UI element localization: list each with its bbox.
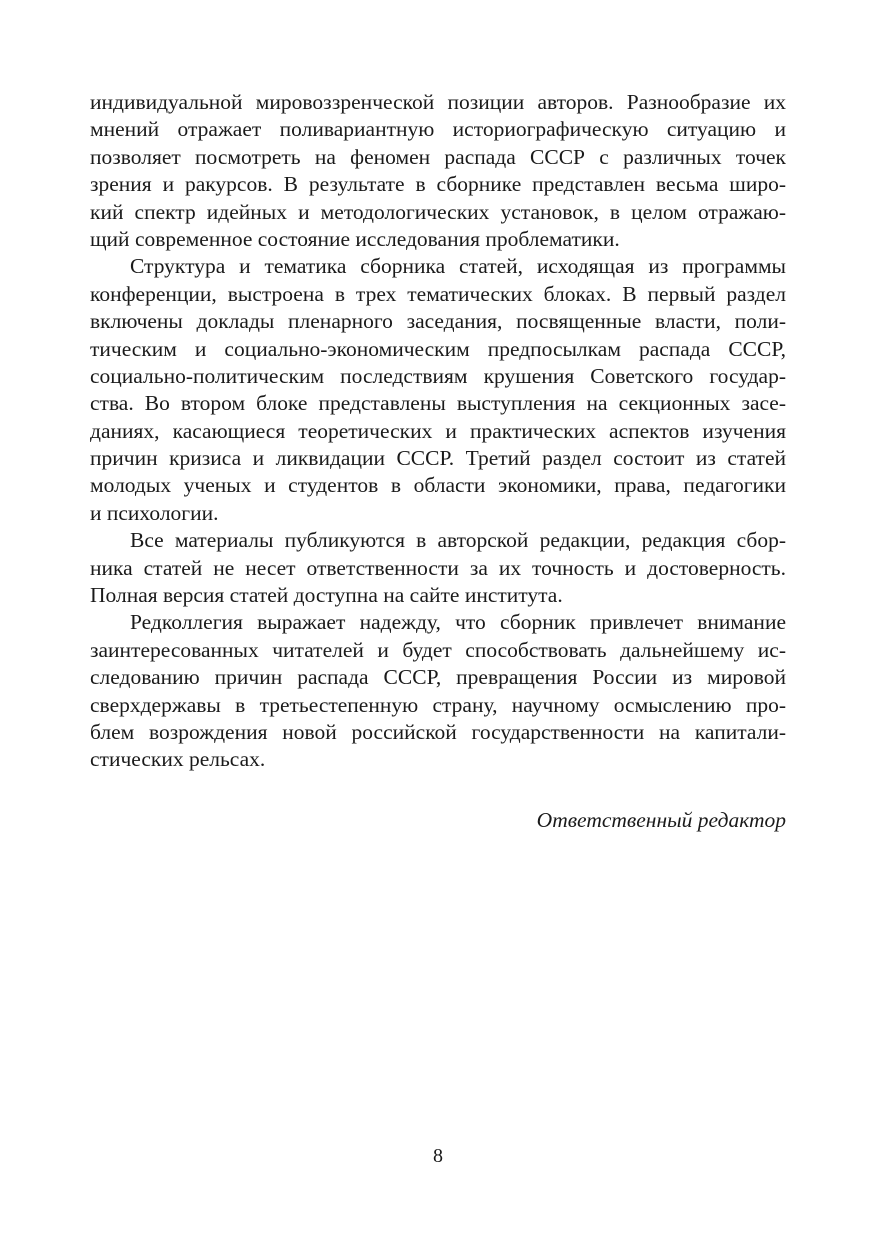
text-line: позволяет посмотреть на феномен распада СССР с различных точек (90, 144, 786, 169)
text-line: молодых ученых и студентов в области экономики, права, педагогики (90, 473, 786, 498)
text-line: социально-политическим последствиям крушения Советского государ- (90, 363, 786, 388)
text-line: ника статей не несет ответственности за их точность и достоверность. (90, 555, 786, 580)
text-line: включены доклады пленарного заседания, посвященные власти, поли- (90, 309, 786, 334)
text-line: тическим и социально-экономическим предпосылкам распада СССР, (90, 336, 786, 361)
paragraph-3 (90, 527, 786, 609)
text-line: зрения и ракурсов. В результате в сборнике представлен весьма широ- (90, 172, 786, 197)
text-line: и психологии. (90, 500, 219, 525)
paragraph-1 (90, 89, 786, 253)
text-line: Все материалы публикуются в авторской редакции, редакция сбор- (130, 528, 786, 553)
text-line: кий спектр идейных и методологических установок, в целом отражаю- (90, 199, 786, 224)
text-line: Полная версия статей доступна на сайте института. (90, 583, 563, 608)
text-line: следованию причин распада СССР, превращения России из мировой (90, 665, 786, 690)
editor-signature: Ответственный редактор (536, 808, 786, 832)
text-line: блем возрождения новой российской государственности на капитали- (90, 719, 786, 744)
page-number: 8 (433, 1145, 443, 1167)
text-line: Редколлегия выражает надежду, что сборник привлечет внимание (130, 610, 786, 635)
text-line: даниях, касающиеся теоретических и практических аспектов изучения (90, 418, 786, 443)
text-line: Структура и тематика сборника статей, исходящая из программы (130, 254, 786, 279)
text-line: мнений отражает поливариантную историографическую ситуацию и (90, 117, 786, 142)
paragraph-4 (90, 609, 786, 773)
body-text (90, 89, 786, 774)
text-line: ства. Во втором блоке представлены выступления на секционных засе- (90, 391, 786, 416)
text-line: сверхдержавы в третьестепенную страну, научному осмыслению про- (90, 692, 786, 717)
text-line: щий современное состояние исследования проблематики. (90, 226, 620, 251)
text-line: конференции, выстроена в трех тематических блоках. В первый раздел (90, 281, 786, 306)
paragraph-2 (90, 253, 786, 527)
text-line: заинтересованных читателей и будет способствовать дальнейшему ис- (90, 637, 786, 662)
text-line: индивидуальной мировоззренческой позиции авторов. Разнообразие их (90, 90, 786, 114)
text-line: причин кризиса и ликвидации СССР. Третий раздел состоит из статей (90, 446, 786, 471)
text-line: стических рельсах. (90, 747, 266, 772)
